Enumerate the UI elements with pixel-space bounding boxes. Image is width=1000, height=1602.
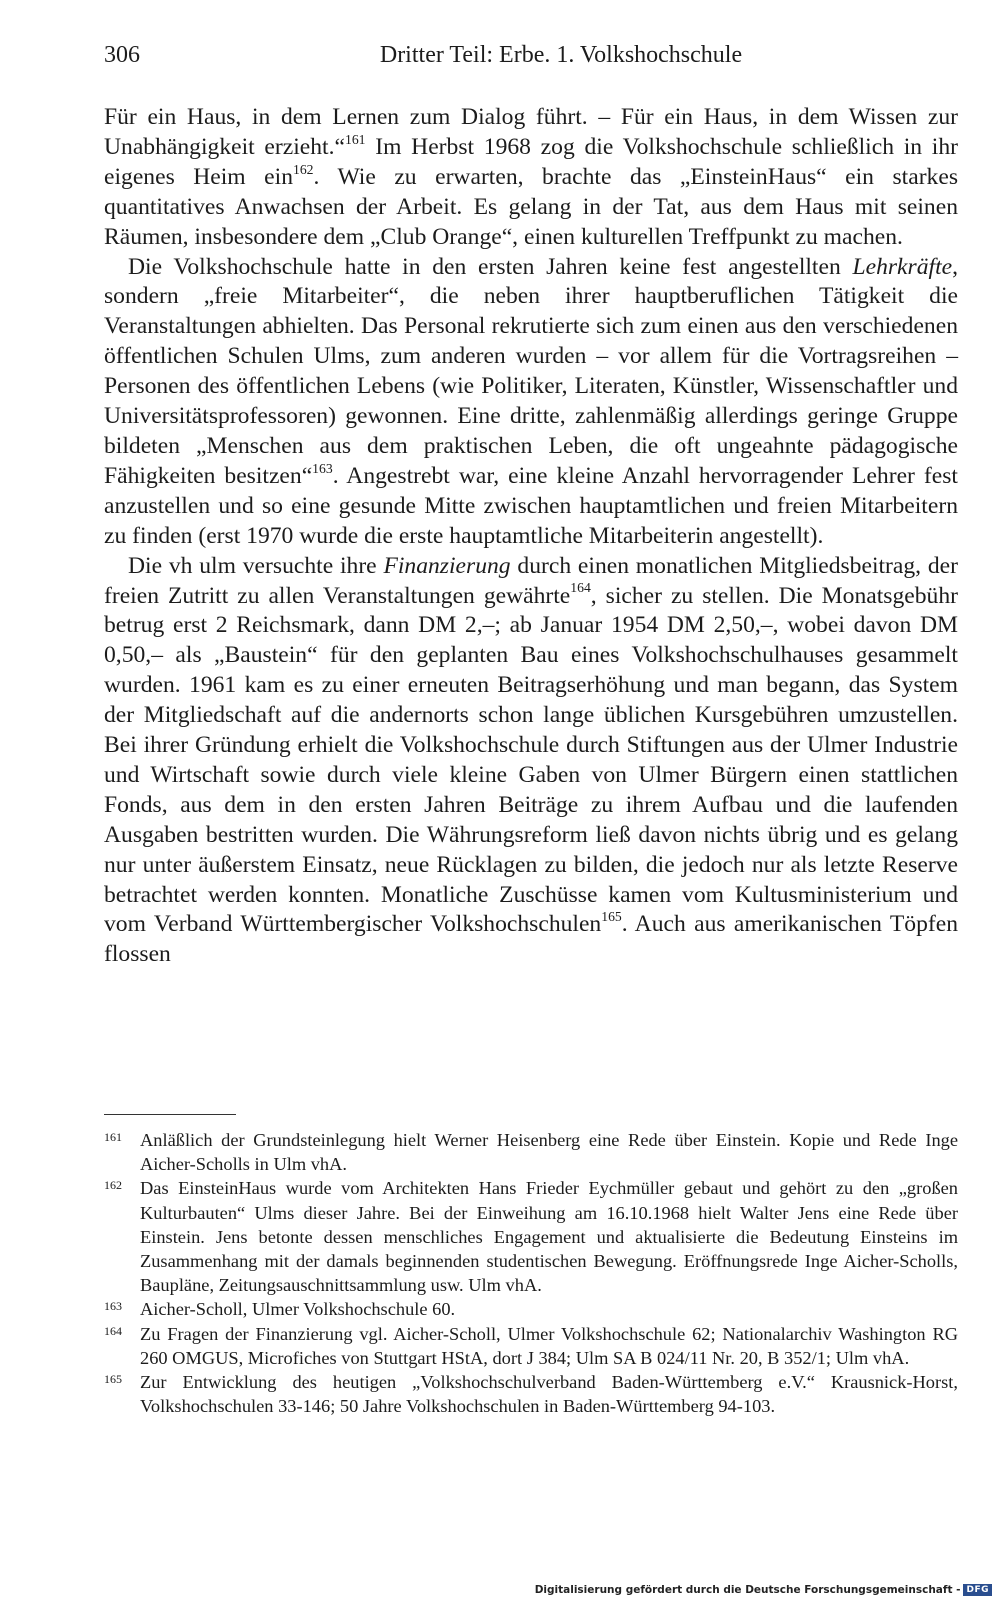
footnote-162: [104, 1176, 958, 1297]
paragraph-3: [104, 552, 958, 971]
running-title: Dritter Teil: Erbe. 1. Volkshochschule: [379, 42, 743, 68]
footnote-161: [104, 1128, 958, 1176]
credit-text: Digitalisierung gefördert durch die Deutsche Forschungsgemeinschaft -: [534, 1584, 961, 1596]
text-run: Im Herbst 1968 zog die Volkshochschule schließlich in ihr eigenes Heim ein: [104, 133, 958, 190]
emphasis: Finanzierung: [383, 552, 511, 579]
footnote-ref-162[interactable]: 162: [293, 161, 314, 177]
footnote-number: 162: [104, 1178, 122, 1193]
footnote-number: 165: [104, 1372, 122, 1387]
text-run: . Angestrebt war, eine kleine Anzahl hervorragender Lehrer fest anzustellen und so eine gesunde Mitte zwischen hauptamtlichen und freien Mitarbeitern zu finden (erst 1970 wurde die erste hauptamtliche Mitarbeiterin angestellt).: [104, 462, 958, 549]
page-header: [104, 42, 958, 78]
text-run: , sicher zu stellen. Die Monatsgebühr betrug erst 2 Reichsmark, dann DM 2,–; ab Januar 1954 DM 2,50,–, wobei davon DM 0,50,– als „Baustein“ für den geplanten Bau eines Volkshochschulhauses gesammelt wurden. 1961 kam es zu einer erneuten Beitragserhöhung und man begann, das System der Mitgliedschaft auf die andernorts schon lange üblichen Kursgebühren umzustellen. Bei ihrer Gründung erhielt die Volkshochschule durch Stiftungen aus der Ulmer Industrie und Wirtschaft sowie durch viele kleine Gaben von Ulmer Bürgern einen stattlichen Fonds, aus dem in den ersten Jahren Beiträge zu ihrem Aufbau und die laufenden Ausgaben bestritten wurden. Die Währungsreform ließ davon nichts übrig und es gelang nur unter äußerstem Einsatz, neue Rücklagen zu bilden, die jedoch nur als letzte Reserve betrachtet werden konnten. Monatliche Zuschüsse kamen vom Kultusministerium und vom Verband Württembergischer Volkshochschulen: [104, 582, 958, 938]
text-run: Für ein Haus, in dem Lernen zum Dialog führt. – Für ein Haus, in dem Wissen zur Unabhängigkeit erzieht.“: [104, 104, 958, 160]
footnote-ref-164[interactable]: 164: [570, 580, 591, 596]
footnote-ref-163[interactable]: 163: [312, 460, 333, 476]
dfg-logo: DFG: [963, 1584, 992, 1596]
footnote-165: [104, 1370, 958, 1418]
body-text: [104, 103, 958, 970]
footnote-text: Anläßlich der Grundsteinlegung hielt Werner Heisenberg eine Rede über Einstein. Kopie und Rede Inge Aicher-Scholls in Ulm vhA.: [140, 1130, 958, 1175]
page-number: 306: [104, 42, 140, 68]
text-run: . Auch aus amerikanischen Töpfen flossen: [104, 911, 958, 968]
footnote-text: Zur Entwicklung des heutigen „Volkshochschulverband Baden-Württemberg e.V.“ Krausnick-Horst, Volkshochschulen 33-146; 50 Jahre Volkshochschulen in Baden-Württemberg 94-103.: [140, 1372, 958, 1417]
emphasis: Lehrkräfte: [852, 253, 953, 280]
footnote-ref-161[interactable]: 161: [344, 131, 366, 147]
text-run: , sondern „freie Mitarbeiter“, die neben ihrer hauptberuflichen Tätigkeit die Veranstaltungen abhielten. Das Personal rekrutierte sich zum einen aus den verschiedenen öffentlichen Schulen Ulms, zum anderen wurden – vor allem für die Vortragsreihen – Personen des öffentlichen Lebens (wie Politiker, Literaten, Künstler, Wissenschaftler und Universitätsprofessoren) gewonnen. Eine dritte, zahlenmäßig allerdings geringe Gruppe bildeten „Menschen aus dem praktischen Leben, die oft ungeahnte pädagogische Fähigkeiten besitzen“: [104, 253, 958, 489]
footnote-163: [104, 1297, 958, 1321]
footnote-divider: [104, 1114, 236, 1115]
text-run: durch einen monatlichen Mitgliedsbeitrag, der freien Zutritt zu allen Veranstaltungen gewährte: [104, 552, 959, 609]
footnote-ref-165[interactable]: 165: [601, 909, 622, 925]
digitization-credit: [535, 1584, 992, 1596]
text-run: . Wie zu erwarten, brachte das „EinsteinHaus“ ein starkes quantitatives Anwachsen der Arbeit. Es gelang in der Tat, aus dem Haus mit seinen Räumen, insbesondere dem „Club Orange“, einen kulturellen Treffpunkt zu machen.: [104, 163, 958, 250]
footnotes: [104, 1128, 958, 1418]
footnote-number: 163: [104, 1299, 122, 1314]
footnote-number: 161: [104, 1130, 122, 1144]
text-run: Die vh ulm versuchte ihre: [128, 552, 384, 579]
footnote-text: Zu Fragen der Finanzierung vgl. Aicher-Scholl, Ulmer Volkshochschule 62; Nationalarchiv Washington RG 260 OMGUS, Microfiches von Stuttgart HStA, dort J 384; Ulm SA B 024/11 Nr. 20, B 352/1; Ulm vhA.: [140, 1323, 958, 1368]
text-run: Die Volkshochschule hatte in den ersten Jahren keine fest angestellten: [128, 253, 853, 280]
paragraph-1: [104, 103, 958, 253]
paragraph-2: [104, 253, 958, 552]
footnote-164: [104, 1322, 958, 1370]
footnote-text: Aicher-Scholl, Ulmer Volkshochschule 60.: [140, 1299, 456, 1320]
footnote-number: 164: [104, 1323, 122, 1338]
footnote-text: Das EinsteinHaus wurde vom Architekten Hans Frieder Eychmüller gebaut und gehört zu den „großen Kulturbauten“ Ulms dieser Jahre. Bei der Einweihung am 16.10.1968 hielt Walter Jens eine Rede über Einstein. Jens betonte dessen menschliches Engagement und aktualisierte die Bedeutung Einsteins im Zusammenhang mit der damals beginnenden studentischen Bewegung. Eröffnungsrede Inge Aicher-Scholls, Baupläne, Zeitungsauschnittsammlung usw. Ulm vhA.: [140, 1178, 958, 1296]
